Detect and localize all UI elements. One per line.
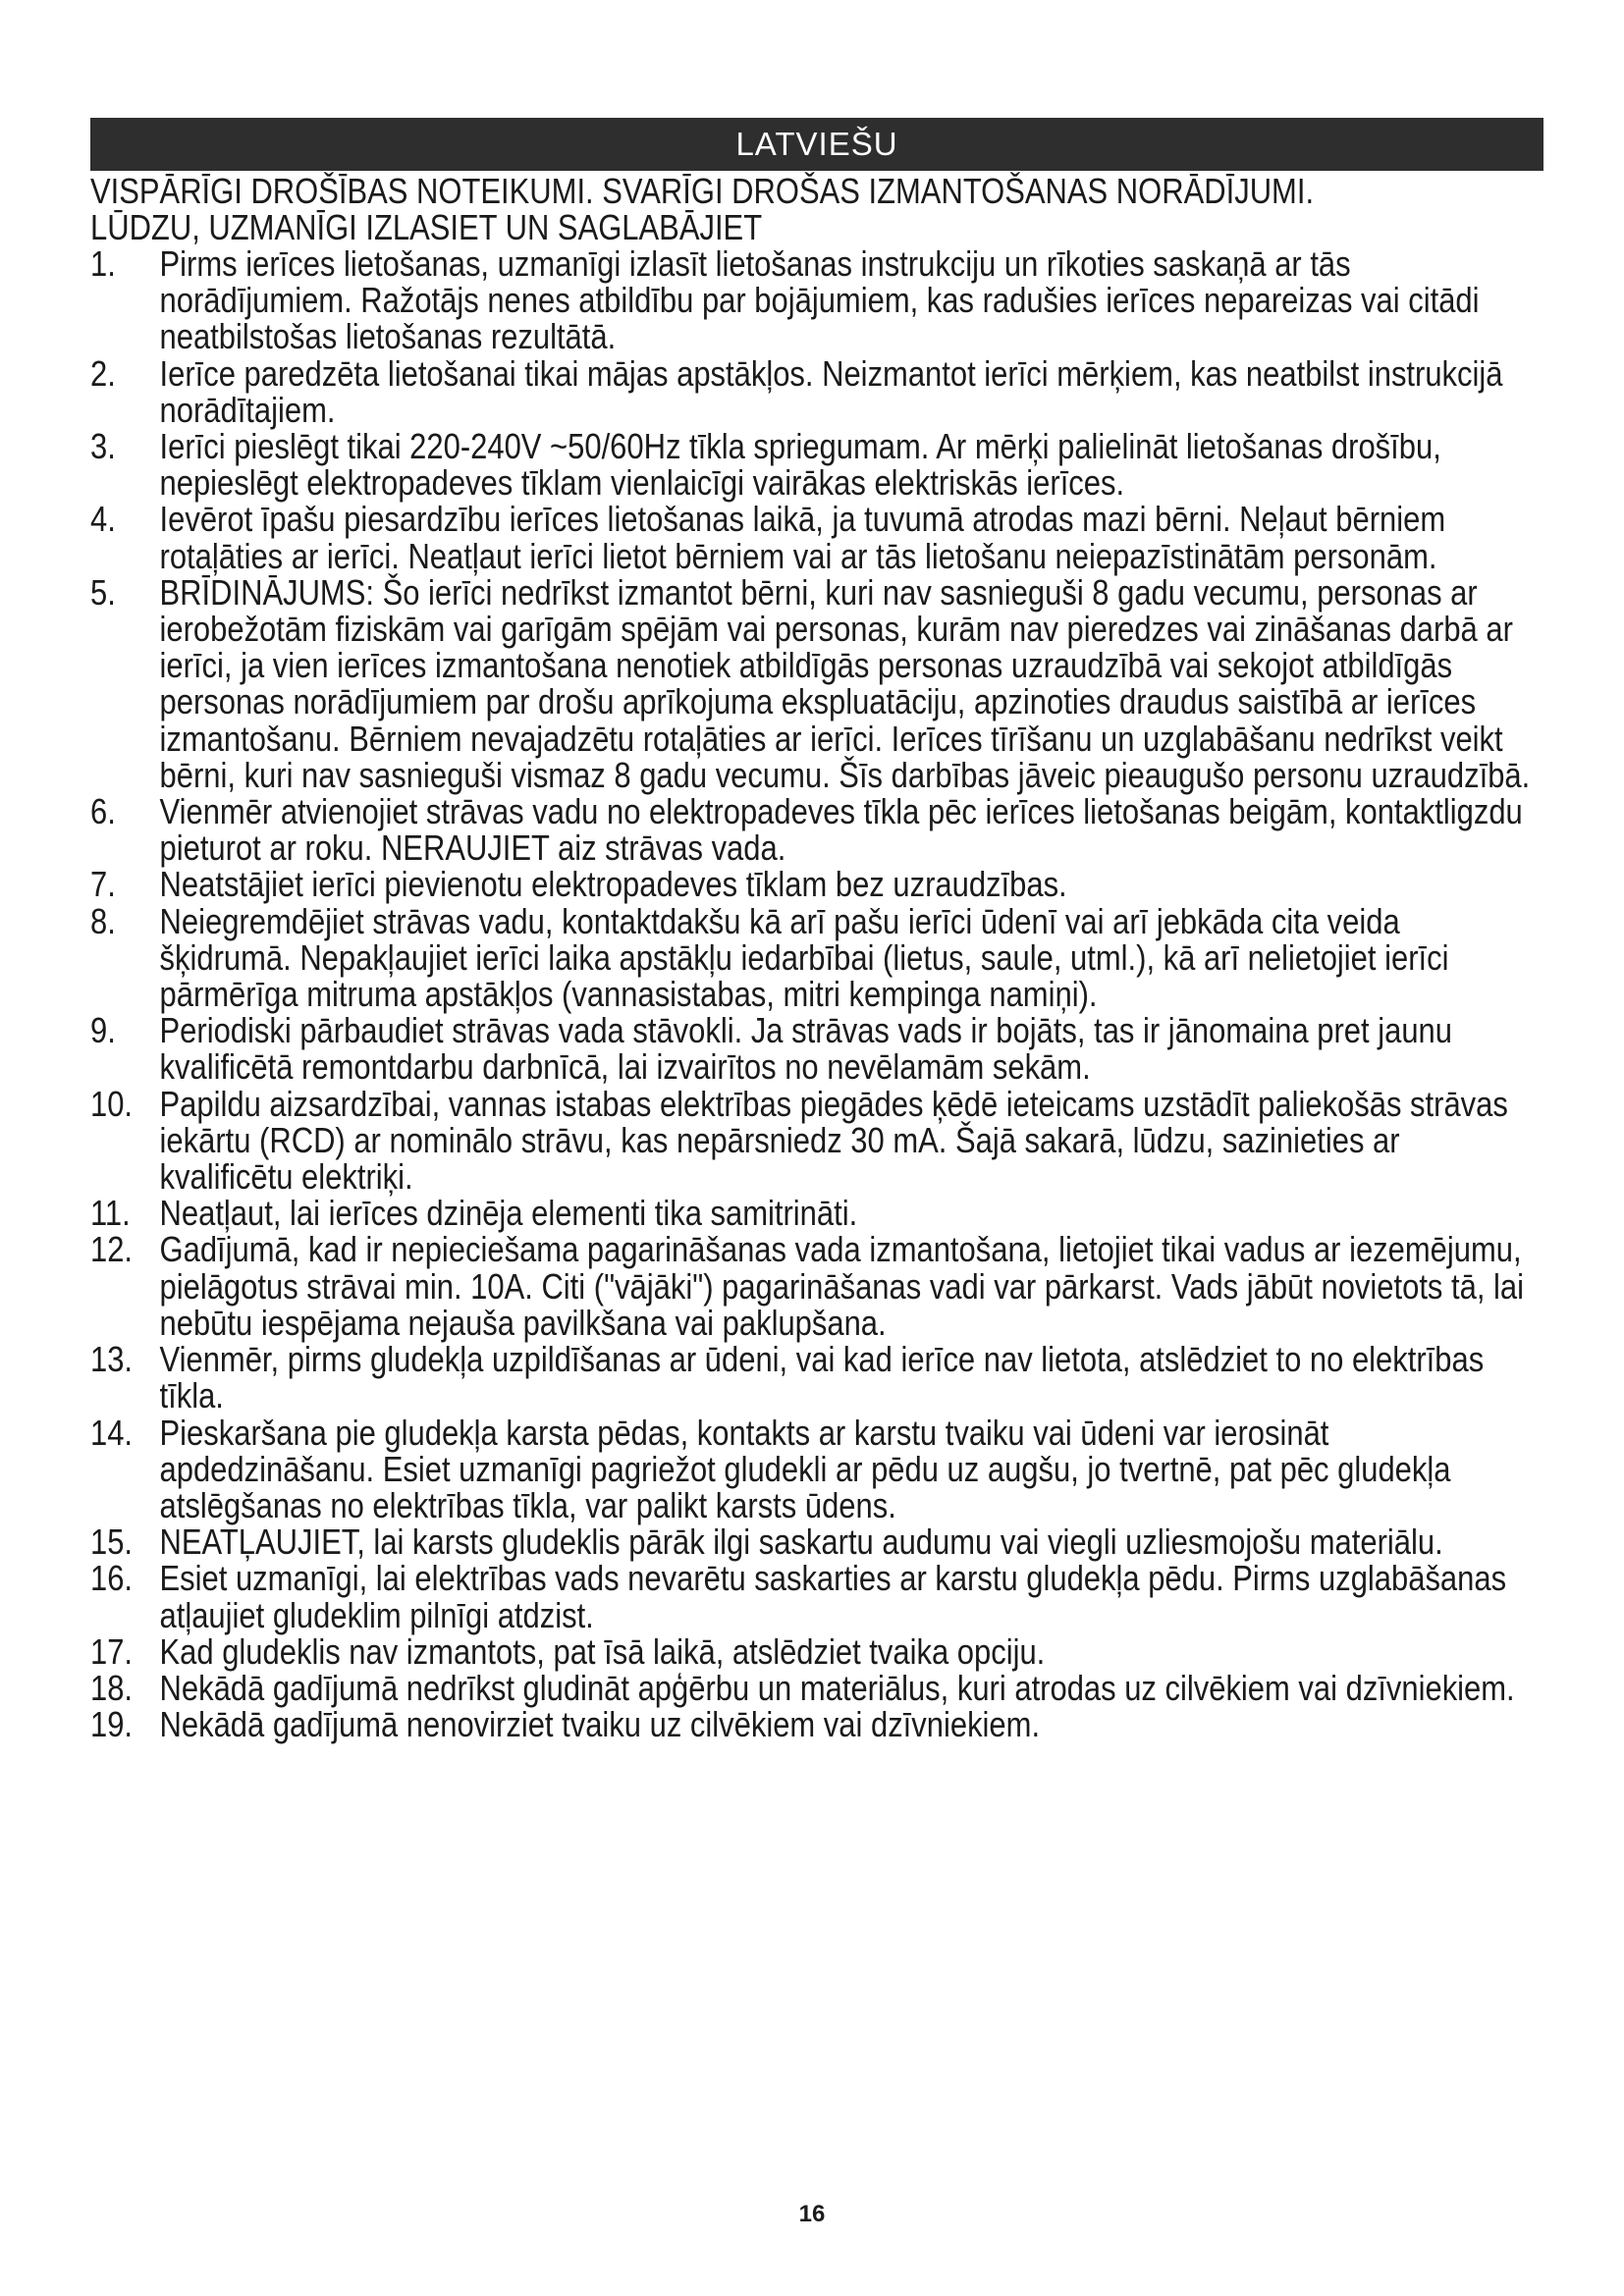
list-item-number: 9. (90, 1010, 116, 1051)
list-item-text: Nekādā gadījumā nenovirziet tvaiku uz cilvēkiem vai dzīvniekiem. (159, 1704, 1041, 1745)
list-item-number: 19. (90, 1704, 134, 1745)
list-item-text: Ierīce paredzēta lietošanai tikai mājas apstākļos. Neizmantot ierīci mērķiem, kas neatbilst instrukcijā norādītajiem. (159, 352, 1503, 430)
list-item (90, 352, 1540, 430)
list-item-text: Neiegremdējiet strāvas vadu, kontaktdakšu kā arī pašu ierīci ūdenī vai arī jebkāda cita veida šķidrumā. Nepakļaujiet ierīci laika apstākļu iedarbībai (lietus, saule, utml.), kā arī nelietojiet ierīci pārmērīga mitruma apstākļos (vannasistabas, mitri kempinga namiņi). (159, 900, 1449, 1015)
list-item-text: Papildu aizsardzībai, vannas istabas elektrības piegādes ķēdē ieteicams uzstādīt paliekošās strāvas iekārtu (RCD) ar nominālo strāvu, kas nepārsniedz 30 mA. Šajā sakarā, lūdzu, sazinieties ar kvalificētu elektriķi. (159, 1083, 1508, 1198)
list-item (90, 499, 1540, 576)
list-item-text: Kad gludeklis nav izmantots, pat īsā laikā, atslēdziet tvaika opciju. (159, 1630, 1046, 1672)
list-item-number: 13. (90, 1339, 134, 1380)
list-item (90, 1667, 1540, 1708)
list-item-number: 7. (90, 864, 116, 905)
list-item-text: Gadījumā, kad ir nepieciešama pagarināšanas vada izmantošana, lietojiet tikai vadus ar iezemējumu, pielāgotus strāvai min. 10A. Citi ("vājāki") pagarināšanas vadi var pārkarst. Vads jābūt novietots tā, lai nebūtu iespējama nejauša pavilkšana vai paklupšana. (159, 1229, 1525, 1343)
heading-line-1: VISPĀRĪGI DROŠĪBAS NOTEIKUMI. SVARĪGI DROŠAS IZMANTOŠANAS NORĀDĪJUMI. (90, 171, 1315, 211)
list-item-text: Ievērot īpašu piesardzību ierīces lietošanas laikā, ja tuvumā atrodas mazi bērni. Neļaut bērniem rotaļāties ar ierīci. Neatļaut ierīci lietot bērniem vai ar tās lietošanu neiepazīstinātām personām. (159, 499, 1446, 576)
list-item-text: NEATĻAUJIET, lai karsts gludeklis pārāk ilgi saskartu audumu vai viegli uzliesmojošu materiālu. (159, 1522, 1443, 1563)
list-item (90, 245, 1540, 355)
page-number: 16 (798, 2201, 826, 2227)
list-item-number: 16. (90, 1558, 134, 1599)
list-item (90, 1630, 1540, 1672)
heading-line-2: LŪDZU, UZMANĪGI IZLASIET UN SAGLABĀJIET (90, 207, 763, 247)
list-item (90, 1341, 1540, 1414)
list-item-text: Vienmēr, pirms gludekļa uzpildīšanas ar ūdeni, vai kad ierīce nav lietota, atslēdziet to no elektrības tīkla. (159, 1339, 1485, 1416)
list-item (90, 571, 1540, 795)
list-item-text: Periodiski pārbaudiet strāvas vada stāvokli. Ja strāvas vads ir bojāts, tas ir jānomaina pret jaunu kvalificētā remontdarbu darbnīcā, lai izvairītos no nevēlamām sekām. (159, 1010, 1452, 1088)
safety-instructions-list (90, 243, 1543, 1745)
list-item (90, 1704, 1540, 1745)
list-item-text: Pirms ierīces lietošanas, uzmanīgi izlasīt lietošanas instrukciju un rīkoties saskaņā ar tās norādījumiem. Ražotājs nenes atbildību par bojājumiem, kas radušies ierīces nepareizas vai citādi neatbilstošas lietošanas rezultātā. (159, 243, 1480, 357)
list-item-text: Nekādā gadījumā nedrīkst gludināt apģērbu un materiālus, kuri atrodas uz cilvēkiem vai dzīvniekiem. (159, 1667, 1515, 1708)
list-item-number: 12. (90, 1229, 134, 1270)
list-item (90, 1522, 1540, 1563)
list-item (90, 1231, 1540, 1341)
list-item-text: Pieskaršana pie gludekļa karsta pēdas, kontakts ar karstu tvaiku vai ūdeni var ierosināt apdedzināšanu. Esiet uzmanīgi pagriežot gludekli ar pēdu uz augšu, jo tvertnē, pat pēc gludekļa atslēgšanas no elektrības tīkla, var palikt karsts ūdens. (159, 1412, 1451, 1525)
list-item-number: 6. (90, 791, 116, 832)
list-item-number: 14. (90, 1412, 134, 1453)
list-item-number: 5. (90, 571, 116, 613)
list-item (90, 1558, 1540, 1635)
document-page (90, 118, 1543, 1745)
list-item-number: 2. (90, 352, 116, 394)
list-item (90, 791, 1540, 869)
list-item (90, 1193, 1540, 1234)
list-item-text: Neatstājiet ierīci pievienotu elektropadeves tīklam bez uzraudzības. (159, 864, 1067, 905)
list-item-text: Neatļaut, lai ierīces dzinēja elementi tika samitrināti. (159, 1193, 858, 1234)
list-item (90, 1010, 1540, 1088)
list-item-number: 3. (90, 426, 116, 467)
list-item-text: Vienmēr atvienojiet strāvas vadu no elektropadeves tīkla pēc ierīces lietošanas beigām, kontaktligzdu pieturot ar roku. NERAUJIET aiz strāvas vada. (159, 791, 1523, 869)
list-item-number: 11. (90, 1193, 131, 1234)
list-item (90, 426, 1540, 504)
language-header: LATVIEŠU (90, 118, 1543, 171)
list-item-number: 4. (90, 499, 116, 540)
list-item-number: 8. (90, 900, 116, 941)
list-item (90, 864, 1540, 905)
list-item-text: Ierīci pieslēgt tikai 220-240V ~50/60Hz tīkla spriegumam. Ar mērķi palielināt lietošanas drošību, nepieslēgt elektropadeves tīklam vienlaicīgi vairākas elektriskās ierīces. (159, 426, 1441, 504)
list-item (90, 900, 1540, 1015)
list-item (90, 1083, 1540, 1198)
section-heading (90, 173, 1540, 245)
list-item-number: 15. (90, 1522, 134, 1563)
list-item-number: 17. (90, 1630, 134, 1672)
list-item-number: 18. (90, 1667, 134, 1708)
list-item-number: 10. (90, 1083, 134, 1124)
list-item-number: 1. (90, 243, 116, 284)
list-item-text: BRĪDINĀJUMS: Šo ierīci nedrīkst izmantot bērni, kuri nav sasnieguši 8 gadu vecumu, personas ar ierobežotām fiziskām vai garīgām spējām vai personas, kurām nav pieredzes vai zināšanas darbā ar ierīci, ja vien ierīces izmantošana nenotiek atbildīgās personas uzraudzībā vai sekojot atbildīgās personas norādījumiem par drošu aprīkojuma ekspluatāciju, apzinoties draudus saistībā ar ierīces izmantošanu. Bērniem nevajadzētu rotaļāties ar ierīci. Ierīces tīrīšanu un uzglabāšanu nedrīkst veikt bērni, kuri nav sasnieguši vismaz 8 gadu vecumu. Šīs darbības jāveic pieaugušo personu uzraudzībā. (159, 571, 1531, 795)
list-item (90, 1412, 1540, 1525)
list-item-text: Esiet uzmanīgi, lai elektrības vads nevarētu saskarties ar karstu gludekļa pēdu. Pirms uzglabāšanas atļaujiet gludeklim pilnīgi atdzist. (159, 1558, 1507, 1635)
